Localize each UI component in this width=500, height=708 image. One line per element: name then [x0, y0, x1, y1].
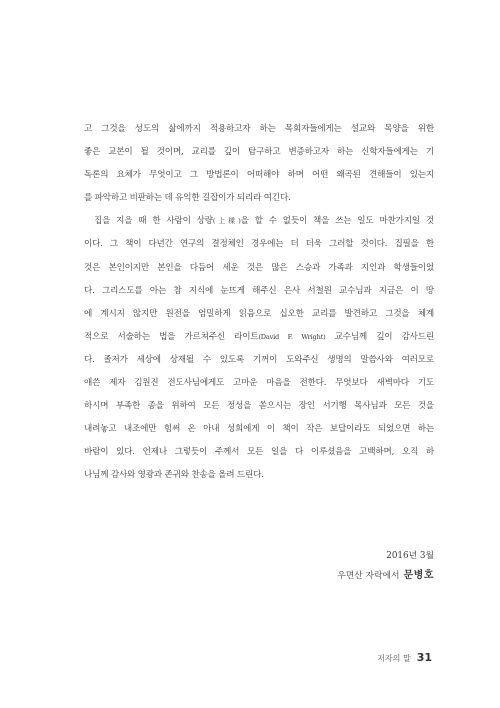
text-line	[84, 210, 434, 233]
text-line: 좋은 교본이 될 것이며, 교리를 깊이 탐구하고 변증하고자 하는 신학자들에게는 기	[84, 147, 434, 158]
gloss-wright: (David F. Wright)	[258, 332, 326, 341]
signature-date: 2016년 3월	[386, 551, 434, 561]
text-line: 다. 그리스도를 아는 참 지식에 눈뜨게 해주신 은사 서철원 교수님과 지금은 이 땅	[84, 285, 434, 296]
text-segment: 집을 지을 때 한 사람이 상량	[94, 216, 213, 227]
text-segment: 을 할 수 없듯이 책을 쓰는 일도 마찬가지일 것	[240, 216, 434, 227]
text-line: 고 그것을 성도의 삶에까지 적용하고자 하는 목회자들에게는 설교와 목양을 위한	[84, 124, 434, 134]
page-number: 31	[416, 651, 432, 664]
signature-line	[337, 566, 434, 586]
text-line: 에 계시지 않지만 원전을 엄밀하게 읽음으로 십오한 교리를 발견하고 그것을 체계	[84, 308, 434, 319]
section-title: 저자의 말	[377, 654, 411, 663]
signature-block	[337, 546, 434, 586]
text-line	[84, 326, 434, 349]
text-line: 애쓴 제자 김원진 전도사님에게도 고마운 마음을 전한다. 무엇보다 새벽마다 기도	[84, 378, 434, 389]
text-line: 를 파악하고 비판하는 데 유익한 길잡이가 되리라 여긴다.	[84, 193, 291, 204]
text-line: 것은 본인이지만 본인을 다듬어 세운 것은 많은 스승과 가족과 지인과 학생들이었	[84, 262, 434, 273]
text-segment: 적으로 서술하는 법을 가르쳐주신 라이트	[84, 331, 259, 342]
text-line: 나님께 감사와 영광과 존귀와 찬송을 올려 드린다.	[84, 470, 264, 481]
text-line: 바람이 있다. 언제나 그렇듯이 주께서 모든 일을 다 이루셨음을 고백하며, 오직 하	[84, 447, 434, 458]
text-line: 이다. 그 책이 다년간 연구의 결정체인 경우에는 더 더욱 그러할 것이다. 집필을 한	[84, 239, 434, 250]
text-segment: 교수님께 깊이 감사드린	[325, 331, 434, 342]
text-line: 다. 졸저가 세상에 상재될 수 있도록 기꺼이 도와주신 생명의 말씀사와 여러모로	[84, 354, 434, 365]
text-line: 독론의 요체가 무엇이고 그 방법론이 어떠해야 하며 어떤 왜곡된 견해들이 있는지	[84, 170, 434, 181]
text-line: 내려놓고 내조에만 힘써 온 아내 성희에게 이 책이 작은 보답이라도 되었으면 하는	[84, 424, 434, 435]
author-name: 문병호	[403, 570, 434, 581]
text-line: 하시며 부족한 종을 위하여 모든 정성을 쏟으시는 장인 서기행 목사님과 모든 것을	[84, 401, 434, 412]
signature-place: 우면산 자락에서	[337, 571, 400, 581]
gloss-sangryang: (上樑)	[212, 217, 241, 226]
page-footer	[377, 651, 432, 664]
body-text	[84, 118, 434, 488]
